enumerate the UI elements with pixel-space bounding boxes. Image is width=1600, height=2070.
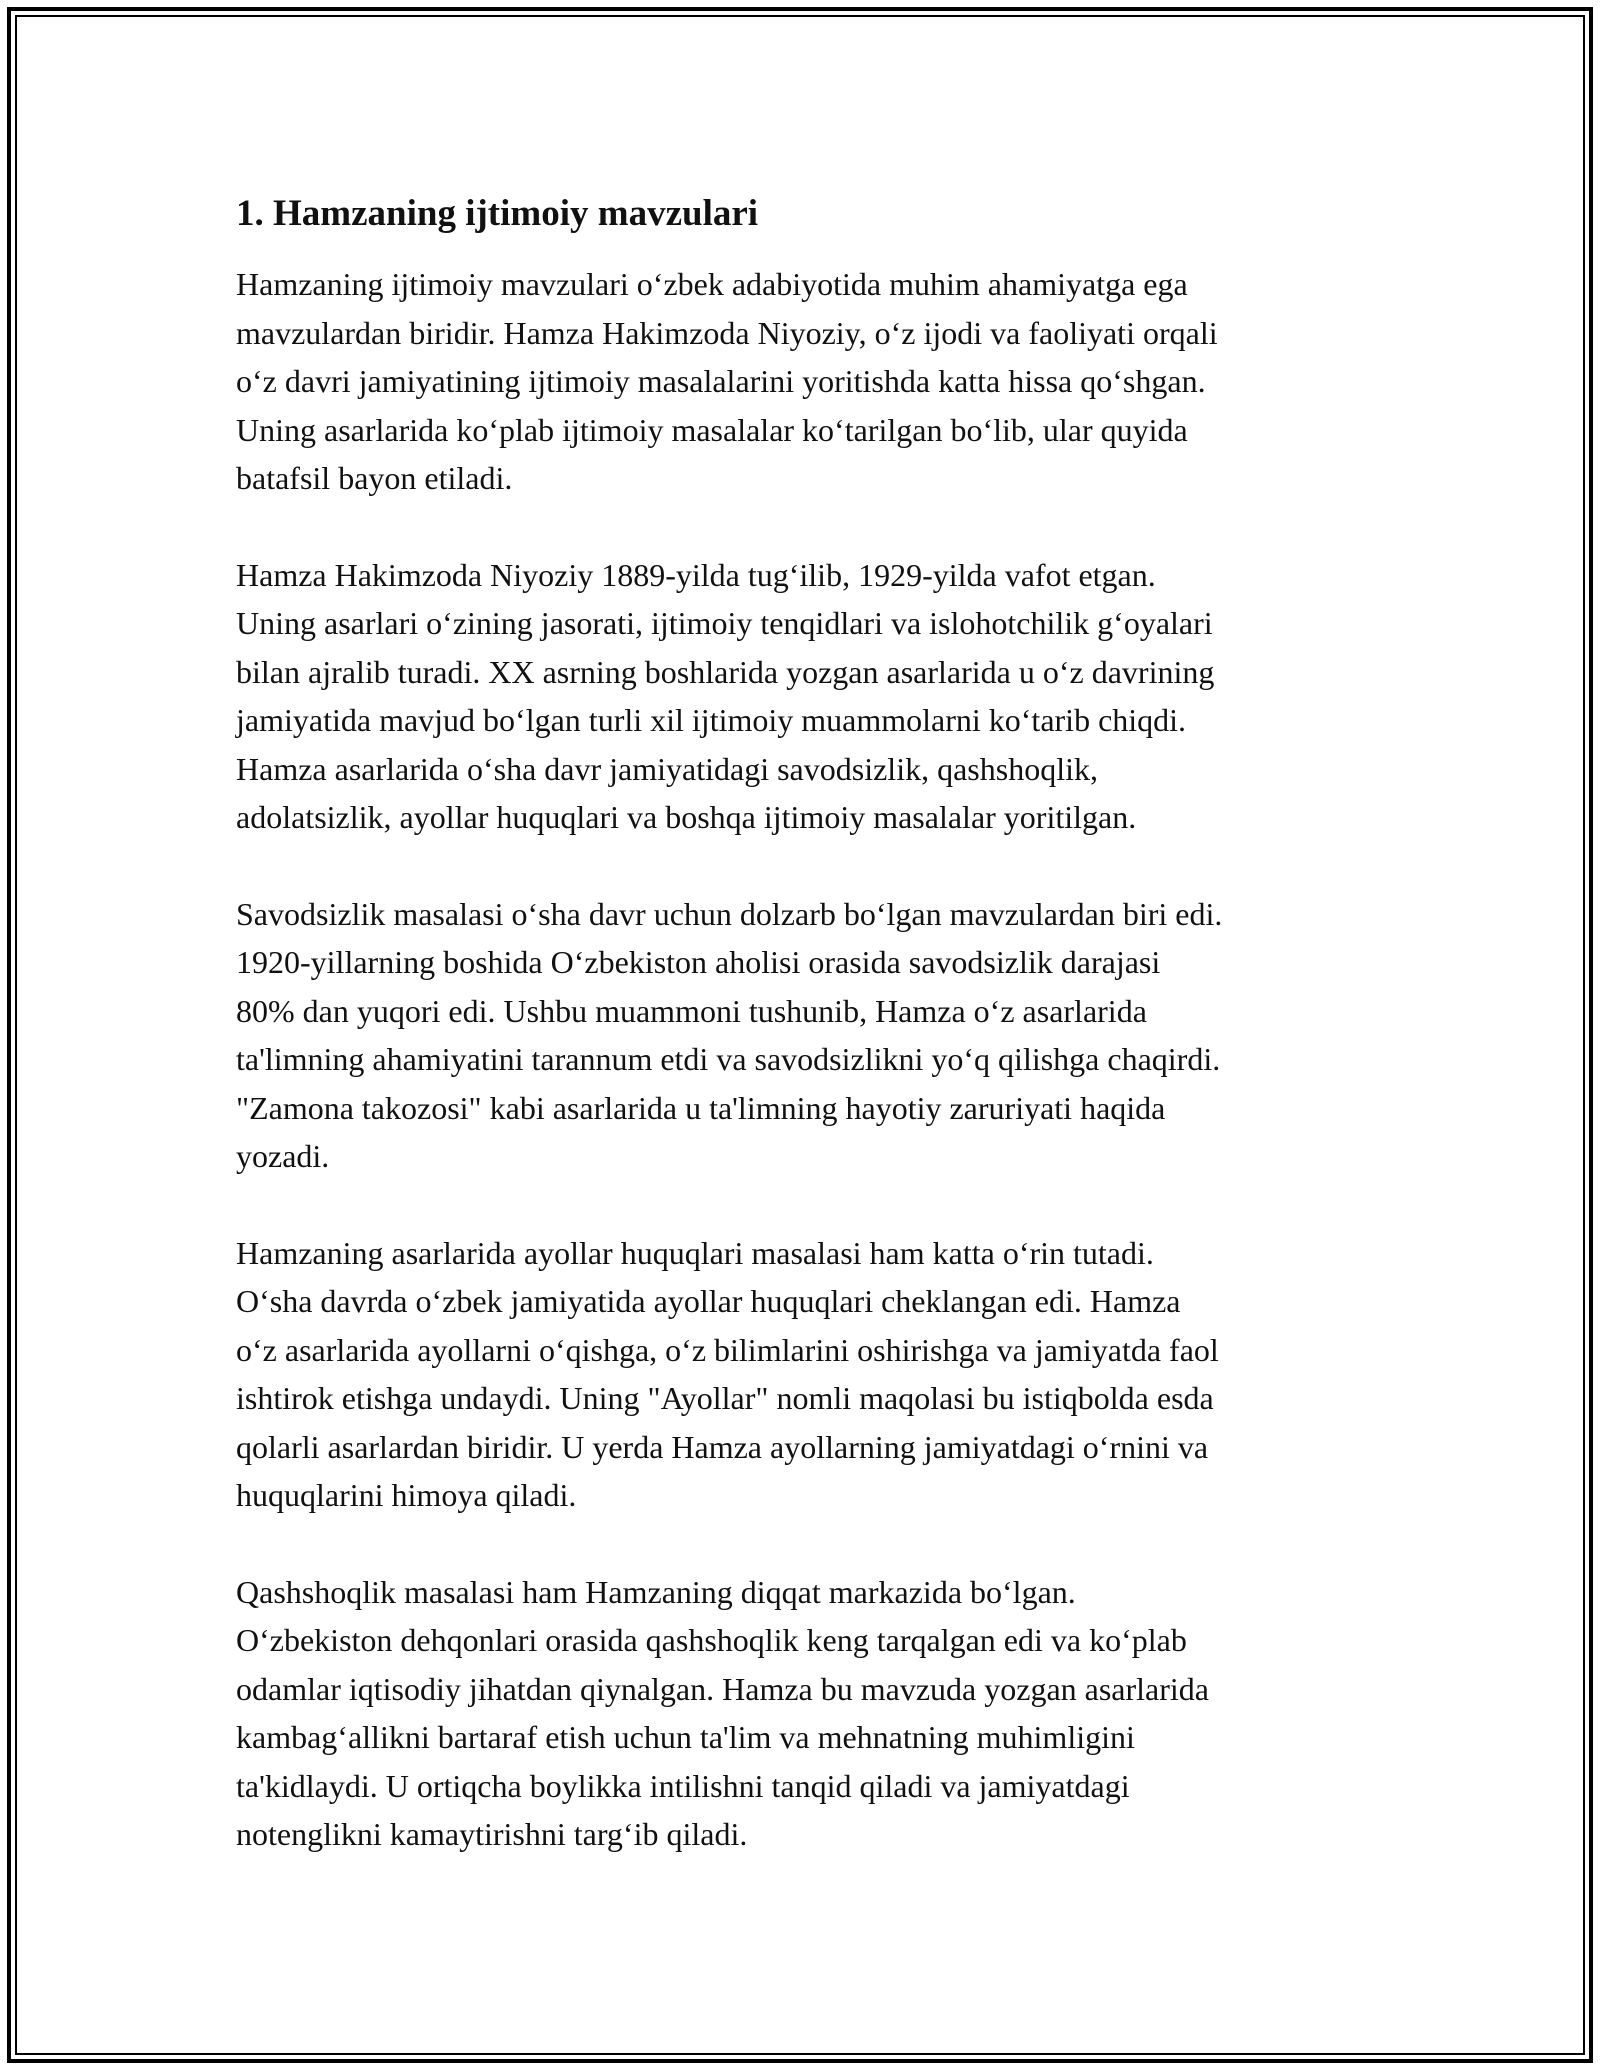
document-body bbox=[236, 190, 1396, 1907]
paragraph-womens-rights: Hamzaning asarlarida ayollar huquqlari masalasi ham katta o‘rin tutadi. O‘sha davrda o‘zbek jamiyatida ayollar huquqlari cheklangan edi. Hamza o‘z asarlarida ayollarni o‘qishga, o‘z bilimlarini oshirishga va jamiyatda faol ishtirok etishga undaydi. Uning "Ayollar" nomli maqolasi bu istiqbolda esda qolarli asarlardan biridir. U yerda Hamza ayollarning jamiyatdagi o‘rnini va huquqlarini himoya qiladi. bbox=[236, 1234, 1219, 1513]
paragraph-intro: Hamzaning ijtimoiy mavzulari o‘zbek adabiyotida muhim ahamiyatga ega mavzulardan biridir. Hamza Hakimzoda Niyoziy, o‘z ijodi va faoliyati orqali o‘z davri jamiyatining ijtimoiy masalalarini yoritishda katta hissa qo‘shgan. Uning asarlarida ko‘plab ijtimoiy masalalar ko‘tarilgan bo‘lib, ular quyida batafsil bayon etiladi. bbox=[236, 266, 1218, 496]
paragraph-biography: Hamza Hakimzoda Niyoziy 1889-yilda tug‘ilib, 1929-yilda vafot etgan. Uning asarlari o‘zining jasorati, ijtimoiy tenqidlari va islohotchilik g‘oyalari bilan ajralib turadi. XX asrning boshlarida yozgan asarlarida u o‘z davrining jamiyatida mavjud bo‘lgan turli xil ijtimoiy muammolarni ko‘tarib chiqdi. Hamza asarlarida o‘sha davr jamiyatidagi savodsizlik, qashshoqlik, adolatsizlik, ayollar huquqlari va boshqa ijtimoiy masalalar yoritilgan. bbox=[236, 556, 1215, 835]
section-heading: 1. Hamzaning ijtimoiy mavzulari bbox=[236, 193, 759, 234]
paragraph-poverty: Qashshoqlik masalasi ham Hamzaning diqqat markazida bo‘lgan. O‘zbekiston dehqonlari orasida qashshoqlik keng tarqalgan edi va ko‘plab odamlar iqtisodiy jihatdan qiynalgan. Hamza bu mavzuda yozgan asarlarida kambag‘allikni bartaraf etish uchun ta'lim va mehnatning muhimligini ta'kidlaydi. U ortiqcha boylikka intilishni tanqid qiladi va jamiyatdagi notenglikni kamaytirishni targ‘ib qiladi. bbox=[236, 1573, 1209, 1852]
paragraph-illiteracy: Savodsizlik masalasi o‘sha davr uchun dolzarb bo‘lgan mavzulardan biri edi. 1920-yillarning boshida O‘zbekiston aholisi orasida savodsizlik darajasi 80% dan yuqori edi. Ushbu muammoni tushunib, Hamza o‘z asarlarida ta'limning ahamiyatini tarannum etdi va savodsizlikni yo‘q qilishga chaqirdi. "Zamona takozosi" kabi asarlarida u ta'limning hayotiy zaruriyati haqida yozadi. bbox=[236, 895, 1223, 1174]
